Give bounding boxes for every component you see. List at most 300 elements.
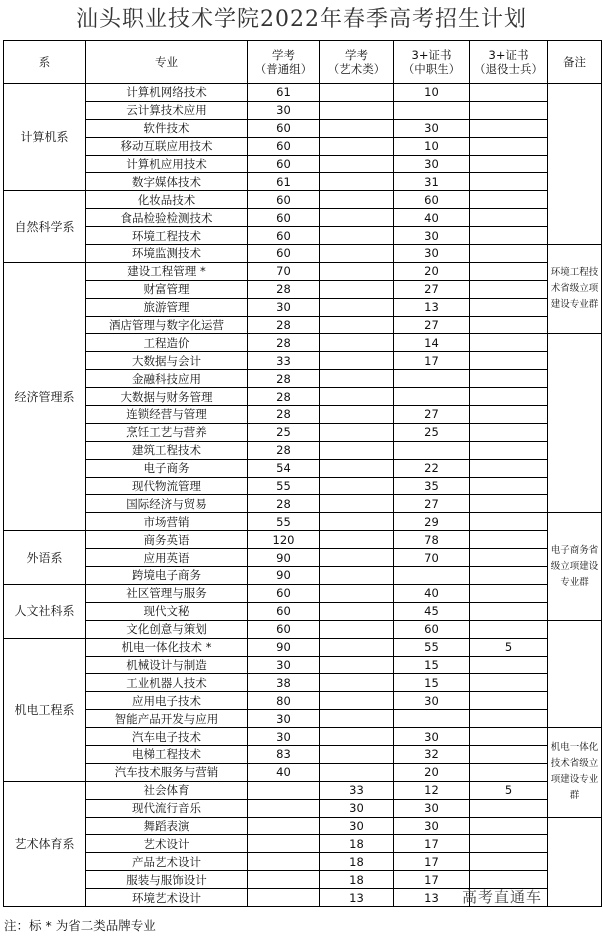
column-header: 3+证书 （中职生）	[394, 41, 470, 84]
quota-cell: 30	[394, 692, 470, 710]
quota-cell: 40	[394, 209, 470, 227]
major-cell: 文化创意与策划	[86, 620, 248, 638]
major-cell: 环境监测技术	[86, 245, 248, 263]
table-row	[4, 334, 602, 352]
major-cell: 大数据与会计	[86, 352, 248, 370]
quota-cell	[320, 656, 394, 674]
table-row	[4, 459, 602, 477]
quota-cell	[470, 155, 548, 173]
table-row	[4, 495, 602, 513]
quota-cell: 25	[394, 423, 470, 441]
watermark-text: 高考直通车	[462, 888, 543, 906]
major-cell: 连锁经营与管理	[86, 406, 248, 424]
table-row	[4, 602, 602, 620]
quota-cell	[394, 101, 470, 119]
major-cell: 环境艺术设计	[86, 889, 248, 907]
quota-cell	[320, 370, 394, 388]
quota-cell: 61	[248, 173, 320, 191]
quota-cell: 30	[320, 799, 394, 817]
quota-cell: 45	[394, 602, 470, 620]
quota-cell	[320, 584, 394, 602]
table-row	[4, 584, 602, 602]
table-row	[4, 155, 602, 173]
table-row	[4, 513, 602, 531]
quota-cell	[248, 817, 320, 835]
quota-cell	[320, 728, 394, 746]
remark-cell	[548, 245, 602, 334]
footnote: 注：标 * 为省二类品牌专业	[4, 918, 156, 933]
quota-cell	[470, 477, 548, 495]
quota-cell: 30	[248, 728, 320, 746]
remark-cell	[548, 513, 602, 620]
major-cell: 计算机应用技术	[86, 155, 248, 173]
major-cell: 产品艺术设计	[86, 853, 248, 871]
table-row	[4, 406, 602, 424]
quota-cell: 60	[248, 119, 320, 137]
major-cell: 大数据与财务管理	[86, 388, 248, 406]
quota-cell	[320, 602, 394, 620]
quota-cell: 13	[394, 298, 470, 316]
quota-cell: 27	[394, 316, 470, 334]
quota-cell	[470, 513, 548, 531]
quota-cell: 28	[248, 406, 320, 424]
major-cell: 食品检验检测技术	[86, 209, 248, 227]
quota-cell: 29	[394, 513, 470, 531]
table-row	[4, 191, 602, 209]
quota-cell	[248, 871, 320, 889]
quota-cell	[470, 262, 548, 280]
quota-cell: 27	[394, 495, 470, 513]
table-row	[4, 549, 602, 567]
quota-cell: 17	[394, 835, 470, 853]
quota-cell	[394, 370, 470, 388]
department-cell: 计算机系	[4, 84, 86, 191]
quota-cell: 5	[470, 638, 548, 656]
major-cell: 现代物流管理	[86, 477, 248, 495]
quota-cell	[470, 209, 548, 227]
quota-cell: 13	[320, 889, 394, 907]
table-row	[4, 316, 602, 334]
table-row	[4, 298, 602, 316]
quota-cell	[320, 298, 394, 316]
quota-cell: 83	[248, 745, 320, 763]
table-row	[4, 119, 602, 137]
quota-cell	[470, 620, 548, 638]
quota-cell: 90	[248, 567, 320, 585]
quota-cell: 28	[248, 388, 320, 406]
quota-cell: 60	[248, 245, 320, 263]
column-header: 备注	[548, 41, 602, 84]
quota-cell	[470, 101, 548, 119]
quota-cell	[320, 745, 394, 763]
quota-cell: 18	[320, 853, 394, 871]
major-cell: 市场营销	[86, 513, 248, 531]
major-cell: 服装与服饰设计	[86, 871, 248, 889]
quota-cell: 30	[320, 817, 394, 835]
major-cell: 社区管理与服务	[86, 584, 248, 602]
major-cell: 工程造价	[86, 334, 248, 352]
quota-cell	[470, 531, 548, 549]
quota-cell: 90	[248, 638, 320, 656]
quota-cell	[320, 352, 394, 370]
major-cell: 化妆品技术	[86, 191, 248, 209]
table-row	[4, 477, 602, 495]
quota-cell	[470, 334, 548, 352]
quota-cell: 28	[248, 334, 320, 352]
department-cell: 自然科学系	[4, 191, 86, 263]
remark-cell	[548, 334, 602, 513]
quota-cell: 12	[394, 781, 470, 799]
department-cell: 艺术体育系	[4, 781, 86, 906]
quota-cell: 20	[394, 262, 470, 280]
major-cell: 跨境电子商务	[86, 567, 248, 585]
table-row	[4, 638, 602, 656]
quota-cell: 17	[394, 871, 470, 889]
quota-cell	[470, 656, 548, 674]
quota-cell	[470, 423, 548, 441]
table-row	[4, 388, 602, 406]
quota-cell	[470, 602, 548, 620]
quota-cell: 35	[394, 477, 470, 495]
quota-cell: 55	[394, 638, 470, 656]
quota-cell	[320, 531, 394, 549]
table-row	[4, 245, 602, 263]
table-row	[4, 620, 602, 638]
quota-cell	[320, 710, 394, 728]
quota-cell: 60	[248, 584, 320, 602]
quota-cell	[470, 191, 548, 209]
quota-cell	[320, 620, 394, 638]
quota-cell: 70	[394, 549, 470, 567]
quota-cell: 30	[248, 298, 320, 316]
quota-cell: 27	[394, 280, 470, 298]
quota-cell	[320, 763, 394, 781]
major-cell: 环境工程技术	[86, 227, 248, 245]
major-cell: 社会体育	[86, 781, 248, 799]
quota-cell: 13	[394, 889, 470, 907]
table-row	[4, 692, 602, 710]
quota-cell: 20	[394, 763, 470, 781]
major-cell: 软件技术	[86, 119, 248, 137]
remark-text: 环境工程技术省级立项建设专业群	[550, 267, 599, 311]
quota-cell: 15	[394, 656, 470, 674]
major-cell: 机械设计与制造	[86, 656, 248, 674]
quota-cell	[394, 567, 470, 585]
quota-cell	[470, 817, 548, 835]
quota-cell	[320, 101, 394, 119]
quota-cell	[470, 173, 548, 191]
major-cell: 现代文秘	[86, 602, 248, 620]
quota-cell	[470, 584, 548, 602]
quota-cell	[248, 781, 320, 799]
table-row	[4, 799, 602, 817]
table-row	[4, 173, 602, 191]
quota-cell: 61	[248, 84, 320, 102]
quota-cell: 30	[248, 710, 320, 728]
quota-cell: 55	[248, 513, 320, 531]
quota-cell: 28	[248, 370, 320, 388]
table-row	[4, 710, 602, 728]
quota-cell: 17	[394, 352, 470, 370]
quota-cell	[470, 799, 548, 817]
table-row	[4, 280, 602, 298]
major-cell: 现代流行音乐	[86, 799, 248, 817]
quota-cell	[470, 692, 548, 710]
table-row	[4, 853, 602, 871]
quota-cell	[320, 567, 394, 585]
table-body	[4, 84, 602, 907]
major-cell: 烹饪工艺与营养	[86, 423, 248, 441]
quota-cell: 15	[394, 674, 470, 692]
major-cell: 金融科技应用	[86, 370, 248, 388]
quota-cell: 30	[394, 817, 470, 835]
table-row	[4, 674, 602, 692]
department-cell: 经济管理系	[4, 262, 86, 530]
remark-cell	[548, 817, 602, 906]
table-row	[4, 137, 602, 155]
major-cell: 汽车技术服务与营销	[86, 763, 248, 781]
table-row	[4, 781, 602, 799]
quota-cell: 22	[394, 459, 470, 477]
quota-cell	[320, 155, 394, 173]
quota-cell: 60	[394, 191, 470, 209]
quota-cell: 70	[248, 262, 320, 280]
major-cell: 云计算技术应用	[86, 101, 248, 119]
quota-cell	[470, 728, 548, 746]
major-cell: 移动互联应用技术	[86, 137, 248, 155]
quota-cell: 18	[320, 835, 394, 853]
quota-cell	[470, 853, 548, 871]
quota-cell: 5	[470, 781, 548, 799]
quota-cell: 90	[248, 549, 320, 567]
quota-cell	[320, 638, 394, 656]
table-row	[4, 763, 602, 781]
quota-cell	[470, 352, 548, 370]
quota-cell: 27	[394, 406, 470, 424]
quota-cell: 120	[248, 531, 320, 549]
quota-cell	[320, 477, 394, 495]
quota-cell	[470, 316, 548, 334]
table-row	[4, 728, 602, 746]
remark-cell	[548, 84, 602, 245]
quota-cell	[320, 406, 394, 424]
column-header: 学考 （普通组）	[248, 41, 320, 84]
table-row	[4, 817, 602, 835]
major-cell: 数字媒体技术	[86, 173, 248, 191]
quota-cell	[394, 710, 470, 728]
quota-cell: 54	[248, 459, 320, 477]
quota-cell	[470, 710, 548, 728]
quota-cell: 31	[394, 173, 470, 191]
major-cell: 应用电子技术	[86, 692, 248, 710]
quota-cell	[320, 137, 394, 155]
quota-cell: 60	[248, 227, 320, 245]
quota-cell: 33	[248, 352, 320, 370]
quota-cell	[470, 84, 548, 102]
quota-cell: 30	[394, 119, 470, 137]
quota-cell	[320, 423, 394, 441]
quota-cell: 60	[248, 209, 320, 227]
quota-cell: 60	[248, 191, 320, 209]
quota-cell: 60	[248, 620, 320, 638]
major-cell: 酒店管理与数字化运营	[86, 316, 248, 334]
quota-cell	[248, 853, 320, 871]
table-row	[4, 441, 602, 459]
column-header: 3+证书 （退役士兵）	[470, 41, 548, 84]
quota-cell	[320, 316, 394, 334]
major-cell: 汽车电子技术	[86, 728, 248, 746]
table-row	[4, 531, 602, 549]
table-row	[4, 84, 602, 102]
table-row	[4, 352, 602, 370]
table-row	[4, 835, 602, 853]
quota-cell: 17	[394, 853, 470, 871]
quota-cell	[320, 227, 394, 245]
quota-cell: 30	[248, 101, 320, 119]
quota-cell	[394, 441, 470, 459]
quota-cell: 28	[248, 316, 320, 334]
table-row	[4, 209, 602, 227]
quota-cell: 25	[248, 423, 320, 441]
major-cell: 电梯工程技术	[86, 745, 248, 763]
major-cell: 艺术设计	[86, 835, 248, 853]
major-cell: 建筑工程技术	[86, 441, 248, 459]
quota-cell	[470, 549, 548, 567]
major-cell: 应用英语	[86, 549, 248, 567]
quota-cell: 55	[248, 477, 320, 495]
quota-cell: 28	[248, 280, 320, 298]
quota-cell: 60	[248, 155, 320, 173]
quota-cell: 80	[248, 692, 320, 710]
quota-cell	[470, 119, 548, 137]
quota-cell	[394, 388, 470, 406]
quota-cell	[470, 298, 548, 316]
major-cell: 计算机网络技术	[86, 84, 248, 102]
quota-cell: 28	[248, 441, 320, 459]
column-header: 学考 （艺术类）	[320, 41, 394, 84]
department-cell: 机电工程系	[4, 638, 86, 781]
quota-cell	[470, 745, 548, 763]
quota-cell: 28	[248, 495, 320, 513]
table-row	[4, 423, 602, 441]
remark-cell	[548, 620, 602, 727]
quota-cell: 30	[248, 656, 320, 674]
quota-cell	[470, 459, 548, 477]
major-cell: 舞蹈表演	[86, 817, 248, 835]
major-cell: 机电一体化技术 *	[86, 638, 248, 656]
quota-cell	[320, 262, 394, 280]
department-cell: 外语系	[4, 531, 86, 585]
quota-cell	[320, 334, 394, 352]
quota-cell: 30	[394, 728, 470, 746]
header-row	[4, 41, 602, 84]
enrollment-plan-table	[3, 40, 602, 907]
quota-cell	[470, 495, 548, 513]
quota-cell	[320, 173, 394, 191]
quota-cell	[470, 227, 548, 245]
major-cell: 智能产品开发与应用	[86, 710, 248, 728]
quota-cell	[320, 674, 394, 692]
quota-cell: 30	[394, 245, 470, 263]
quota-cell	[470, 370, 548, 388]
table-row	[4, 745, 602, 763]
table-row	[4, 656, 602, 674]
quota-cell: 60	[248, 602, 320, 620]
quota-cell	[470, 388, 548, 406]
table-row	[4, 370, 602, 388]
quota-cell	[248, 835, 320, 853]
major-cell: 建设工程管理 *	[86, 262, 248, 280]
remark-text: 电子商务省级立项建设专业群	[550, 544, 599, 588]
table-row	[4, 567, 602, 585]
major-cell: 电子商务	[86, 459, 248, 477]
quota-cell: 10	[394, 137, 470, 155]
quota-cell	[320, 388, 394, 406]
quota-cell: 30	[394, 155, 470, 173]
page-title: 汕头职业技术学院2022年春季高考招生计划	[76, 7, 527, 32]
quota-cell	[470, 280, 548, 298]
table-row	[4, 227, 602, 245]
column-header: 专业	[86, 41, 248, 84]
quota-cell	[320, 692, 394, 710]
quota-cell: 14	[394, 334, 470, 352]
quota-cell: 30	[394, 799, 470, 817]
quota-cell	[320, 495, 394, 513]
quota-cell: 32	[394, 745, 470, 763]
quota-cell: 18	[320, 871, 394, 889]
quota-cell	[470, 763, 548, 781]
quota-cell	[320, 245, 394, 263]
quota-cell	[320, 191, 394, 209]
quota-cell	[470, 441, 548, 459]
quota-cell: 30	[394, 227, 470, 245]
quota-cell	[320, 441, 394, 459]
quota-cell	[470, 674, 548, 692]
quota-cell	[320, 209, 394, 227]
quota-cell: 40	[248, 763, 320, 781]
remark-cell	[548, 728, 602, 817]
quota-cell: 40	[394, 584, 470, 602]
quota-cell	[320, 513, 394, 531]
quota-cell: 10	[394, 84, 470, 102]
quota-cell	[320, 549, 394, 567]
quota-cell	[320, 280, 394, 298]
quota-cell	[248, 799, 320, 817]
table-row	[4, 101, 602, 119]
quota-cell: 33	[320, 781, 394, 799]
remark-text: 机电一体化技术省级立项建设专业群	[550, 742, 599, 802]
quota-cell	[470, 567, 548, 585]
quota-cell: 78	[394, 531, 470, 549]
major-cell: 旅游管理	[86, 298, 248, 316]
major-cell: 财富管理	[86, 280, 248, 298]
quota-cell	[320, 84, 394, 102]
quota-cell	[470, 137, 548, 155]
major-cell: 商务英语	[86, 531, 248, 549]
quota-cell	[320, 119, 394, 137]
department-cell: 人文社科系	[4, 584, 86, 638]
quota-cell	[470, 245, 548, 263]
quota-cell	[470, 406, 548, 424]
quota-cell	[248, 889, 320, 907]
quota-cell: 60	[394, 620, 470, 638]
quota-cell: 60	[248, 137, 320, 155]
major-cell: 工业机器人技术	[86, 674, 248, 692]
quota-cell	[470, 835, 548, 853]
major-cell: 国际经济与贸易	[86, 495, 248, 513]
quota-cell	[320, 459, 394, 477]
table-row	[4, 262, 602, 280]
